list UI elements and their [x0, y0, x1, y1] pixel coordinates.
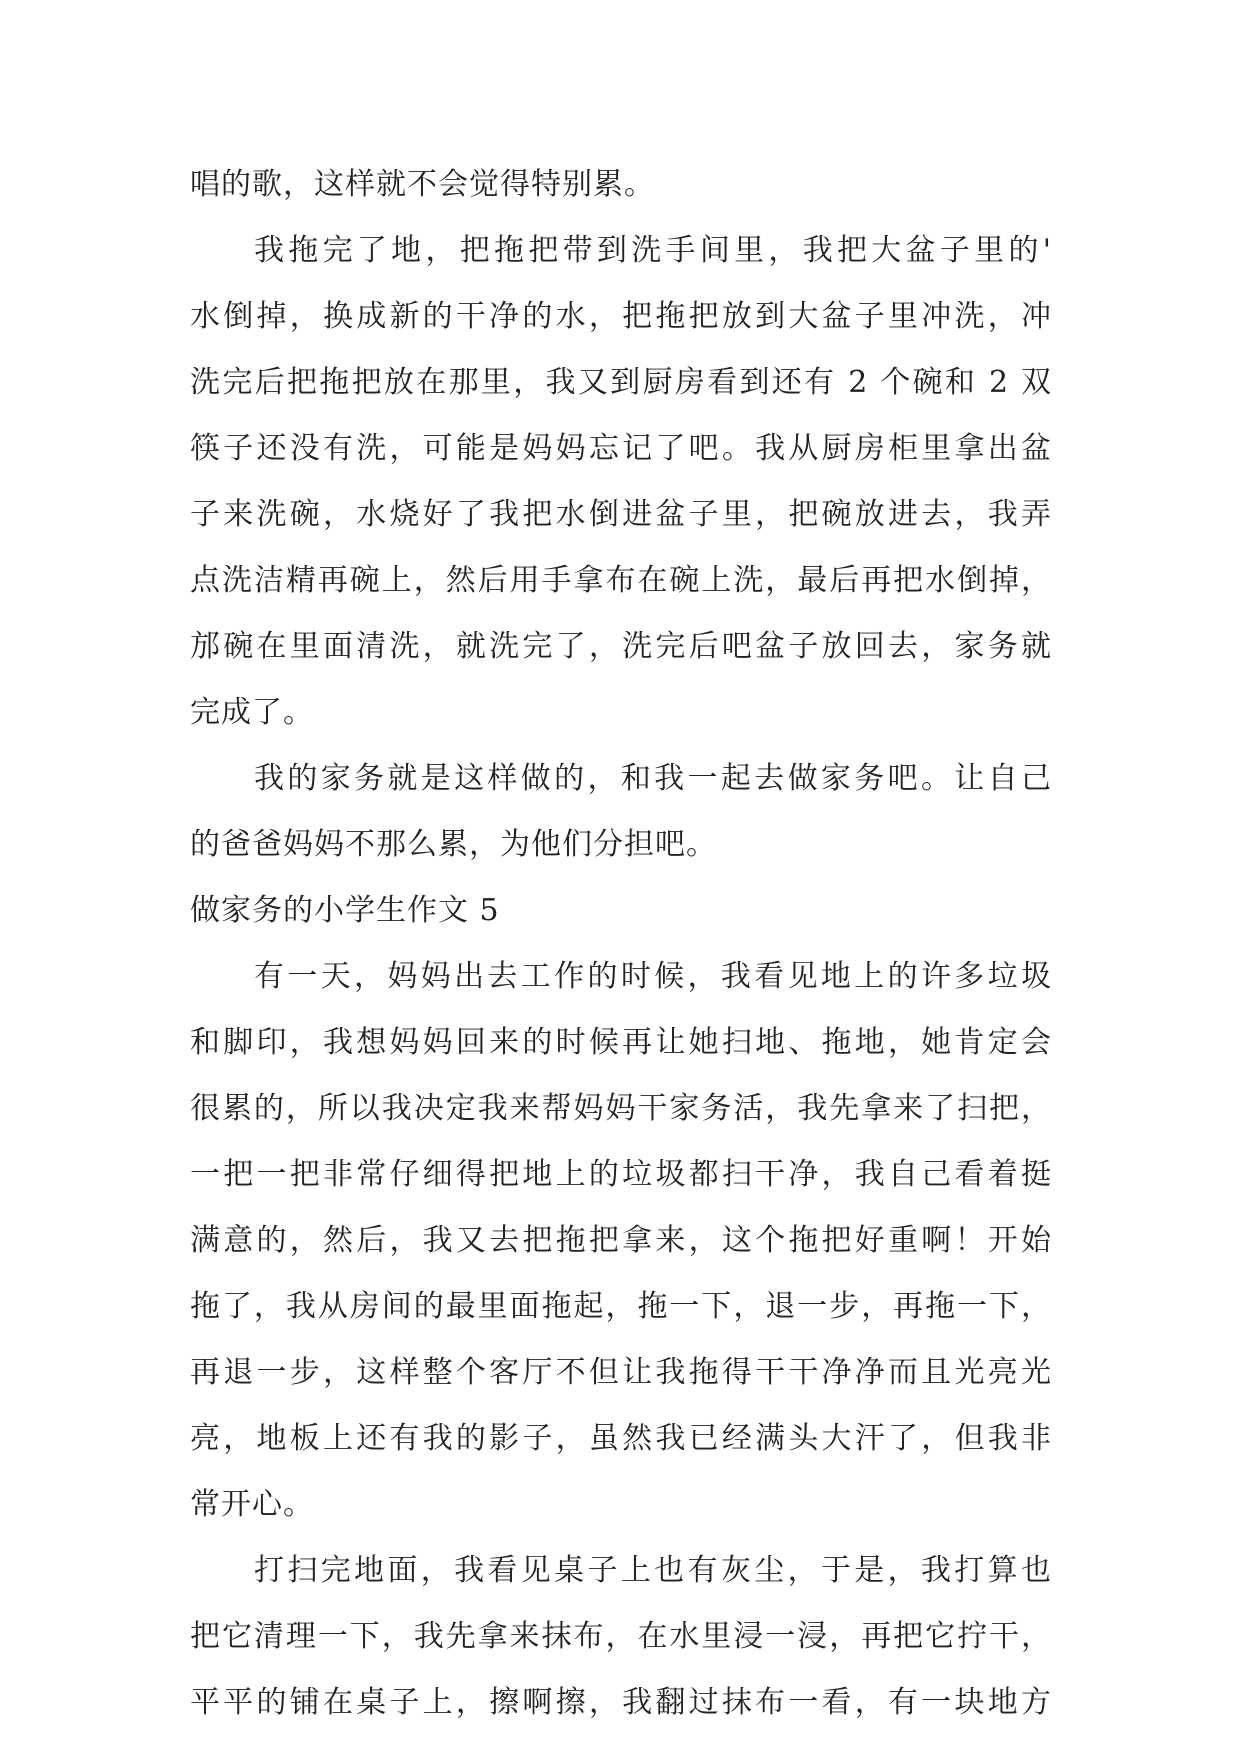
text-line: 唱的歌，这样就不会觉得特别累。	[190, 167, 655, 202]
text-line: 拖了，我从房间的最里面拖起，拖一下，退一步，再拖一下，	[190, 1289, 1052, 1324]
text-line: 亮，地板上还有我的影子，虽然我已经满头大汗了，但我非	[190, 1421, 1052, 1456]
text-line: 把它清理一下，我先拿来抹布，在水里浸一浸，再把它拧干，	[190, 1619, 1052, 1654]
paragraph-start-line: 有一天，妈妈出去工作的时候，我看见地上的许多垃圾	[254, 959, 1052, 994]
text-line: 和脚印，我想妈妈回来的时候再让她扫地、拖地，她肯定会	[190, 1025, 1052, 1060]
text-line: 平平的铺在桌子上，擦啊擦，我翻过抹布一看，有一块地方	[190, 1685, 1052, 1720]
text-line: 洗完后把拖把放在那里，我又到厨房看到还有 2 个碗和 2 双	[190, 365, 1052, 400]
text-line: 满意的，然后，我又去把拖把拿来，这个拖把好重啊！开始	[190, 1223, 1052, 1258]
text-line: 很累的，所以我决定我来帮妈妈干家务活，我先拿来了扫把，	[190, 1091, 1052, 1126]
text-line: 邡碗在里面清洗，就洗完了，洗完后吧盆子放回去，家务就	[190, 629, 1052, 664]
text-line: 子来洗碗，水烧好了我把水倒进盆子里，把碗放进去，我弄	[190, 497, 1052, 532]
paragraph-start-line: 我拖完了地，把拖把带到洗手间里，我把大盆子里的'	[254, 233, 1052, 268]
text-line: 筷子还没有洗，可能是妈妈忘记了吧。我从厨房柜里拿出盆	[190, 431, 1052, 466]
text-line: 再退一步，这样整个客厅不但让我拖得干干净净而且光亮光	[190, 1355, 1052, 1390]
text-line: 水倒掉，换成新的干净的水，把拖把放到大盆子里冲洗，冲	[190, 299, 1052, 334]
essay-text	[190, 152, 1052, 1736]
text-line: 一把一把非常仔细得把地上的垃圾都扫干净，我自己看着挺	[190, 1157, 1052, 1192]
text-line: 点洗洁精再碗上，然后用手拿布在碗上洗，最后再把水倒掉，	[190, 563, 1052, 598]
text-line: 完成了。	[190, 695, 314, 730]
paragraph-start-line: 打扫完地面，我看见桌子上也有灰尘，于是，我打算也	[254, 1553, 1052, 1588]
text-line: 常开心。	[190, 1487, 314, 1522]
text-line: 的爸爸妈妈不那么累，为他们分担吧。	[190, 827, 717, 862]
paragraph-start-line: 我的家务就是这样做的，和我一起去做家务吧。让自己	[254, 761, 1052, 796]
section-heading: 做家务的小学生作文 5	[190, 893, 500, 928]
